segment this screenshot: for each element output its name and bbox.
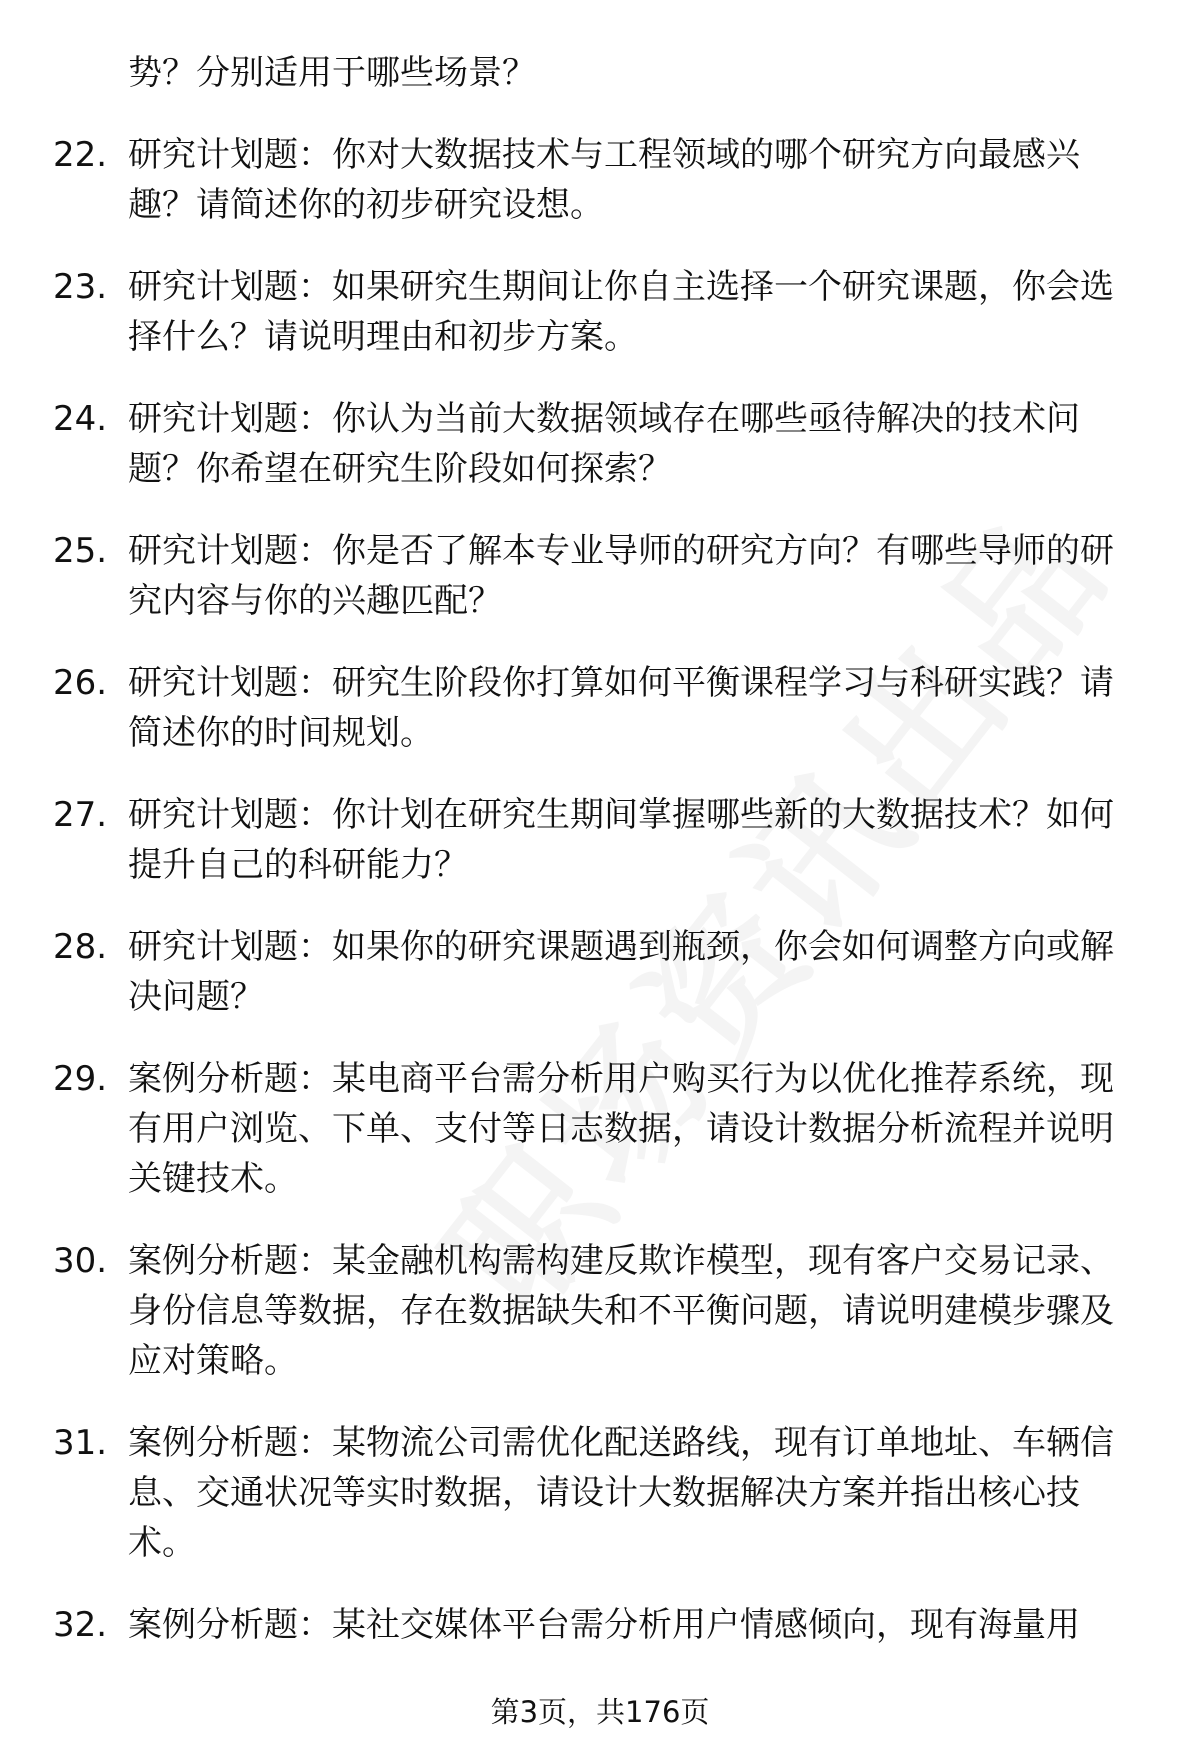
question-number: 29. bbox=[53, 1059, 108, 1099]
question-number: 25. bbox=[53, 531, 108, 571]
question-number: 32. bbox=[53, 1605, 108, 1645]
continued-question-text: 势？分别适用于哪些场景？ bbox=[128, 53, 536, 93]
question-number: 26. bbox=[53, 663, 108, 703]
question-text: 研究计划题：你认为当前大数据领域存在哪些亟待解决的技术问题？你希望在研究生阶段如何探索？ bbox=[128, 399, 1080, 489]
question-number: 24. bbox=[53, 399, 108, 439]
question-item bbox=[0, 1236, 1200, 1386]
question-number: 22. bbox=[53, 135, 108, 175]
question-item bbox=[0, 130, 1200, 230]
question-text: 研究计划题：你计划在研究生期间掌握哪些新的大数据技术？如何提升自己的科研能力？ bbox=[128, 795, 1114, 885]
question-item bbox=[0, 394, 1200, 494]
question-text: 案例分析题：某社交媒体平台需分析用户情感倾向，现有海量用 bbox=[128, 1605, 1080, 1645]
question-number: 27. bbox=[53, 795, 108, 835]
question-list bbox=[0, 48, 1200, 1682]
question-item bbox=[0, 658, 1200, 758]
question-text: 案例分析题：某电商平台需分析用户购买行为以优化推荐系统，现有用户浏览、下单、支付等日志数据，请设计数据分析流程并说明关键技术。 bbox=[128, 1059, 1114, 1199]
question-number: 31. bbox=[53, 1423, 108, 1463]
question-text: 案例分析题：某金融机构需构建反欺诈模型，现有客户交易记录、身份信息等数据，存在数据缺失和不平衡问题，请说明建模步骤及应对策略。 bbox=[128, 1241, 1114, 1381]
question-number: 23. bbox=[53, 267, 108, 307]
question-item bbox=[0, 1418, 1200, 1568]
question-item bbox=[0, 1600, 1200, 1650]
question-text: 研究计划题：你对大数据技术与工程领域的哪个研究方向最感兴趣？请简述你的初步研究设想。 bbox=[128, 135, 1080, 225]
question-item bbox=[0, 526, 1200, 626]
question-text: 案例分析题：某物流公司需优化配送路线，现有订单地址、车辆信息、交通状况等实时数据，请设计大数据解决方案并指出核心技术。 bbox=[128, 1423, 1114, 1563]
question-item bbox=[0, 922, 1200, 1022]
question-text: 研究计划题：如果你的研究课题遇到瓶颈，你会如何调整方向或解决问题？ bbox=[128, 927, 1114, 1017]
question-item bbox=[0, 1054, 1200, 1204]
question-text: 研究计划题：如果研究生期间让你自主选择一个研究课题，你会选择什么？请说明理由和初步方案。 bbox=[128, 267, 1114, 357]
question-number: 28. bbox=[53, 927, 108, 967]
question-item bbox=[0, 790, 1200, 890]
question-number: 30. bbox=[53, 1241, 108, 1281]
page-footer: 第3页，共176页 bbox=[490, 1695, 710, 1729]
question-text: 研究计划题：你是否了解本专业导师的研究方向？有哪些导师的研究内容与你的兴趣匹配？ bbox=[128, 531, 1114, 621]
question-text: 研究计划题：研究生阶段你打算如何平衡课程学习与科研实践？请简述你的时间规划。 bbox=[128, 663, 1114, 753]
question-item bbox=[0, 262, 1200, 362]
